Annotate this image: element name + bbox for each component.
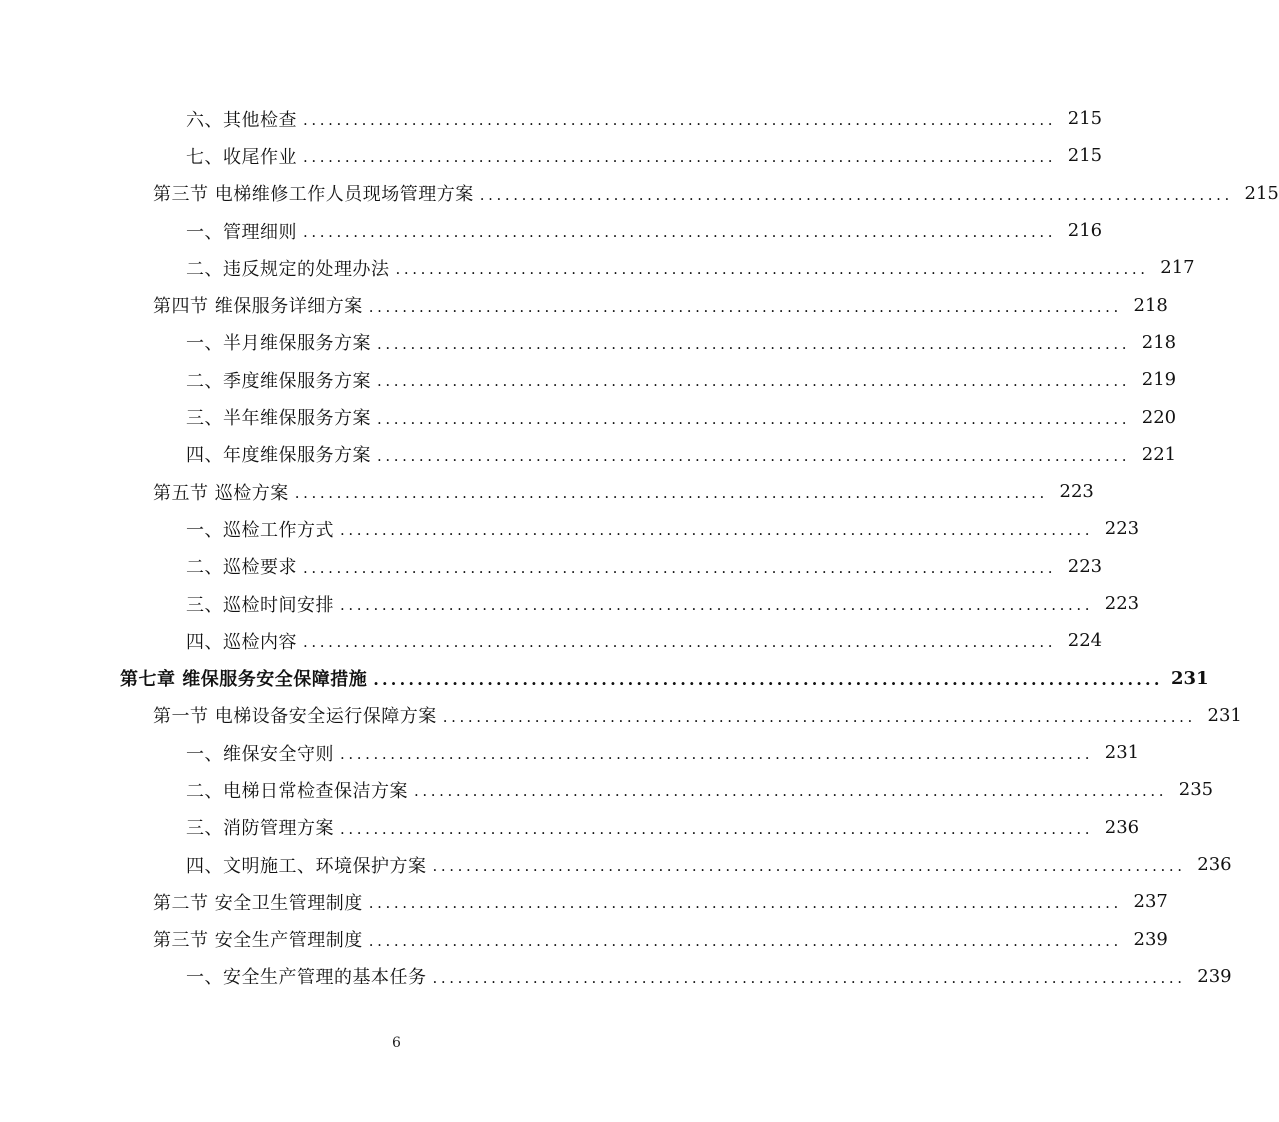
toc-dot-leader: .......................................................................................... <box>479 185 1233 204</box>
toc-dot-leader: .......................................................................................... <box>303 111 1057 130</box>
toc-subsection-entry[interactable] <box>0 846 1232 883</box>
toc-section-entry[interactable] <box>0 921 1168 958</box>
toc-entry-title: 二、电梯日常检查保洁方案 <box>186 780 408 802</box>
toc-entry-page-number: 218 <box>1133 294 1168 316</box>
toc-entry-page-number: 236 <box>1104 816 1140 838</box>
toc-entry-page-number: 231 <box>1104 742 1140 764</box>
toc-entry-title: 三、半年维保服务方案 <box>186 408 371 430</box>
toc-subsection-entry[interactable] <box>0 622 1103 659</box>
toc-entry-page-number: 231 <box>1207 704 1242 726</box>
toc-dot-leader: .......................................................................................... <box>377 446 1131 465</box>
toc-entry-title: 一、管理细则 <box>186 221 297 243</box>
toc-entry-page-number: 239 <box>1197 965 1232 987</box>
toc-entry-page-number: 216 <box>1067 220 1103 242</box>
toc-subsection-entry[interactable] <box>0 436 1177 473</box>
toc-entry-page-number: 223 <box>1104 518 1140 540</box>
toc-subsection-entry[interactable] <box>0 771 1214 808</box>
toc-entry-page-number: 220 <box>1141 406 1177 428</box>
toc-dot-leader: .......................................................................................... <box>303 148 1057 167</box>
toc-entry-page-number: 224 <box>1067 630 1103 652</box>
toc-chapter-entry[interactable] <box>0 659 1209 696</box>
toc-dot-leader: .......................................................................................... <box>368 894 1122 913</box>
toc-entry-page-number: 223 <box>1104 593 1140 614</box>
toc-dot-leader: .......................................................................................... <box>442 707 1196 726</box>
toc-section-entry[interactable] <box>0 697 1242 734</box>
toc-entry-page-number: 231 <box>1171 667 1209 689</box>
toc-section-entry[interactable] <box>0 175 1279 212</box>
toc-entry-page-number: 223 <box>1059 481 1094 503</box>
toc-dot-leader: .......................................................................................... <box>368 297 1122 316</box>
toc-dot-leader: .......................................................................................... <box>340 819 1094 838</box>
toc-entry-page-number: 218 <box>1141 331 1177 353</box>
toc-entry-title: 第七章 维保服务安全保障措施 <box>120 669 368 691</box>
toc-subsection-entry[interactable] <box>0 510 1140 547</box>
toc-entry-title: 四、年度维保服务方案 <box>186 445 371 467</box>
toc-dot-leader: .......................................................................................... <box>294 484 1048 503</box>
toc-dot-leader: .......................................................................................... <box>303 223 1057 242</box>
toc-subsection-entry[interactable] <box>0 324 1177 361</box>
toc-dot-leader: .......................................................................................... <box>432 968 1186 987</box>
toc-dot-leader: .......................................................................................... <box>377 334 1131 353</box>
toc-dot-leader: .......................................................................................... <box>377 409 1131 428</box>
toc-subsection-entry[interactable] <box>0 548 1103 585</box>
toc-dot-leader: .......................................................................................... <box>303 558 1057 577</box>
toc-dot-leader: .......................................................................................... <box>340 596 1094 614</box>
toc-dot-leader: .......................................................................................... <box>303 633 1057 652</box>
toc-entry-title: 七、收尾作业 <box>186 146 297 168</box>
page-number: 6 <box>392 1035 401 1051</box>
toc-entry-title: 第三节 电梯维修工作人员现场管理方案 <box>153 184 474 206</box>
toc-dot-leader: .......................................................................................... <box>368 931 1122 950</box>
toc-subsection-entry[interactable] <box>0 361 1177 398</box>
toc-entry-title: 四、文明施工、环境保护方案 <box>186 855 427 877</box>
toc-dot-leader: .......................................................................................... <box>373 670 1163 690</box>
toc-entry-page-number: 236 <box>1197 854 1232 876</box>
toc-dot-leader: .......................................................................................... <box>414 782 1168 801</box>
toc-dot-leader: .......................................................................................... <box>377 372 1131 391</box>
toc-dot-leader: .......................................................................................... <box>340 745 1094 764</box>
toc-entry-title: 第五节 巡检方案 <box>153 482 289 504</box>
toc-entry-title: 第一节 电梯设备安全运行保障方案 <box>153 706 437 728</box>
toc-entry-page-number: 239 <box>1133 928 1168 950</box>
toc-subsection-entry[interactable] <box>0 809 1140 846</box>
toc-entry-title: 三、消防管理方案 <box>186 818 334 840</box>
toc-entry-page-number: 219 <box>1141 369 1177 391</box>
toc-entry-title: 第三节 安全生产管理制度 <box>153 930 363 952</box>
toc-entry-page-number: 215 <box>1067 108 1103 130</box>
toc-entry-title: 第四节 维保服务详细方案 <box>153 296 363 318</box>
toc-entry-page-number: 237 <box>1133 891 1168 913</box>
toc-subsection-entry[interactable] <box>0 212 1103 249</box>
toc-subsection-entry[interactable] <box>0 958 1232 995</box>
toc-subsection-entry[interactable] <box>0 585 1140 622</box>
toc-subsection-entry[interactable] <box>0 137 1103 174</box>
toc-subsection-entry[interactable] <box>0 249 1195 286</box>
toc-section-entry[interactable] <box>0 473 1094 510</box>
toc-entry-page-number: 223 <box>1067 555 1103 577</box>
toc-entry-page-number: 215 <box>1244 182 1279 204</box>
toc-entry-title: 四、巡检内容 <box>186 631 297 653</box>
toc-subsection-entry[interactable] <box>0 100 1103 137</box>
toc-section-entry[interactable] <box>0 286 1168 323</box>
toc-entry-page-number: 215 <box>1067 145 1103 167</box>
toc-entry-title: 三、巡检时间安排 <box>186 594 334 616</box>
toc-entry-page-number: 221 <box>1141 443 1177 465</box>
toc-dot-leader: .......................................................................................... <box>340 521 1094 540</box>
toc-subsection-entry[interactable] <box>0 398 1177 435</box>
toc-entry-page-number: 235 <box>1178 779 1214 801</box>
toc-entry-title: 一、维保安全守则 <box>186 743 334 765</box>
toc-entry-title: 二、季度维保服务方案 <box>186 370 371 392</box>
toc-entry-title: 一、安全生产管理的基本任务 <box>186 967 427 989</box>
toc-entry-title: 二、巡检要求 <box>186 557 297 579</box>
toc-entry-title: 第二节 安全卫生管理制度 <box>153 892 363 914</box>
toc-entry-title: 二、违反规定的处理办法 <box>186 258 390 280</box>
toc-entry-title: 六、其他检查 <box>186 109 297 131</box>
toc-section-entry[interactable] <box>0 883 1168 920</box>
toc-subsection-entry[interactable] <box>0 734 1140 771</box>
toc-dot-leader: .......................................................................................... <box>432 857 1186 876</box>
toc-dot-leader: .......................................................................................... <box>395 260 1149 279</box>
toc-entry-page-number: 217 <box>1160 257 1195 279</box>
toc-entry-title: 一、半月维保服务方案 <box>186 333 371 355</box>
table-of-contents <box>0 100 1279 995</box>
toc-entry-title: 一、巡检工作方式 <box>186 519 334 541</box>
